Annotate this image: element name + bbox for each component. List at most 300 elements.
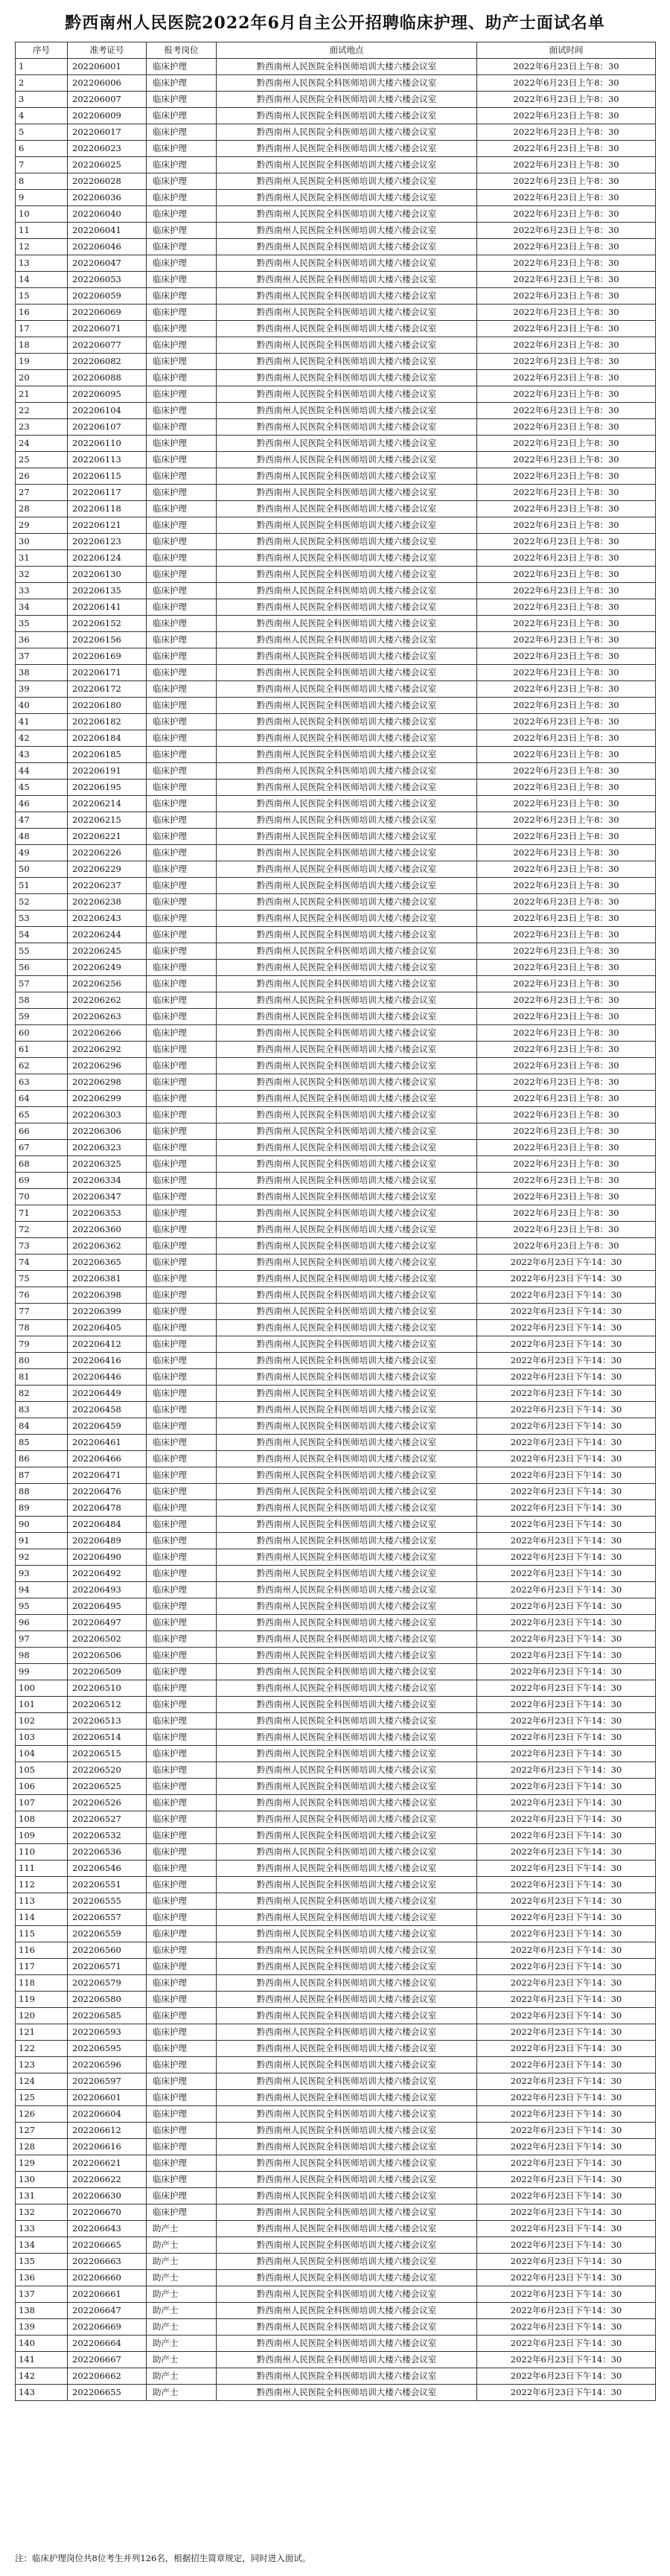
interview-time: 2022年6月23日上午8：30 xyxy=(477,255,656,272)
post-name: 临床护理 xyxy=(147,1942,217,1959)
ticket-number: 202206502 xyxy=(68,1631,147,1648)
table-row xyxy=(16,1435,656,1451)
table-row xyxy=(16,1697,656,1713)
interview-time: 2022年6月23日上午8：30 xyxy=(477,386,656,403)
interview-time: 2022年6月23日下午14：30 xyxy=(477,2319,656,2336)
row-number: 45 xyxy=(16,780,68,796)
ticket-number: 202206362 xyxy=(68,1238,147,1254)
post-name: 临床护理 xyxy=(147,337,217,354)
row-number: 112 xyxy=(16,1877,68,1893)
post-name: 临床护理 xyxy=(147,452,217,468)
interview-time: 2022年6月23日上午8：30 xyxy=(477,1140,656,1156)
interview-time: 2022年6月23日上午8：30 xyxy=(477,1107,656,1123)
post-name: 临床护理 xyxy=(147,616,217,632)
ticket-number: 202206226 xyxy=(68,845,147,861)
table-row xyxy=(16,1566,656,1582)
ticket-number: 202206171 xyxy=(68,665,147,681)
ticket-number: 202206180 xyxy=(68,698,147,714)
interview-location: 黔西南州人民医院全科医师培训大楼六楼会议室 xyxy=(217,1779,477,1795)
ticket-number: 202206471 xyxy=(68,1467,147,1484)
interview-location: 黔西南州人民医院全科医师培训大楼六楼会议室 xyxy=(217,1222,477,1238)
interview-time: 2022年6月23日上午8：30 xyxy=(477,550,656,567)
interview-time: 2022年6月23日上午8：30 xyxy=(477,747,656,763)
interview-location: 黔西南州人民医院全科医师培训大楼六楼会议室 xyxy=(217,2385,477,2401)
post-name: 临床护理 xyxy=(147,1844,217,1861)
interview-time: 2022年6月23日下午14：30 xyxy=(477,1762,656,1779)
ticket-number: 202206667 xyxy=(68,2352,147,2368)
ticket-number: 202206069 xyxy=(68,305,147,321)
interview-location: 黔西南州人民医院全科医师培训大楼六楼会议室 xyxy=(217,517,477,534)
ticket-number: 202206263 xyxy=(68,1009,147,1025)
post-name: 临床护理 xyxy=(147,321,217,337)
table-row xyxy=(16,992,656,1009)
row-number: 113 xyxy=(16,1893,68,1910)
row-number: 85 xyxy=(16,1435,68,1451)
interview-time: 2022年6月23日下午14：30 xyxy=(477,2286,656,2303)
post-name: 临床护理 xyxy=(147,943,217,960)
table-row xyxy=(16,305,656,321)
interview-location: 黔西南州人民医院全科医师培训大楼六楼会议室 xyxy=(217,1828,477,1844)
ticket-number: 202206041 xyxy=(68,223,147,239)
interview-time: 2022年6月23日下午14：30 xyxy=(477,2188,656,2204)
interview-location: 黔西南州人民医院全科医师培训大楼六楼会议室 xyxy=(217,1336,477,1353)
row-number: 106 xyxy=(16,1779,68,1795)
interview-location: 黔西南州人民医院全科医师培训大楼六楼会议室 xyxy=(217,2041,477,2057)
post-name: 临床护理 xyxy=(147,845,217,861)
post-name: 临床护理 xyxy=(147,567,217,583)
post-name: 临床护理 xyxy=(147,239,217,255)
post-name: 临床护理 xyxy=(147,305,217,321)
ticket-number: 202206214 xyxy=(68,796,147,812)
row-number: 140 xyxy=(16,2336,68,2352)
post-name: 临床护理 xyxy=(147,1713,217,1729)
post-name: 临床护理 xyxy=(147,861,217,878)
post-name: 临床护理 xyxy=(147,1173,217,1189)
row-number: 118 xyxy=(16,1975,68,1992)
interview-location: 黔西南州人民医院全科医师培训大楼六楼会议室 xyxy=(217,1484,477,1500)
ticket-number: 202206095 xyxy=(68,386,147,403)
ticket-number: 202206135 xyxy=(68,583,147,599)
interview-location: 黔西南州人民医院全科医师培训大楼六楼会议室 xyxy=(217,173,477,190)
interview-time: 2022年6月23日上午8：30 xyxy=(477,1238,656,1254)
interview-time: 2022年6月23日上午8：30 xyxy=(477,714,656,730)
row-number: 66 xyxy=(16,1123,68,1140)
interview-time: 2022年6月23日下午14：30 xyxy=(477,1287,656,1304)
interview-time: 2022年6月23日上午8：30 xyxy=(477,92,656,108)
ticket-number: 202206449 xyxy=(68,1386,147,1402)
row-number: 27 xyxy=(16,485,68,501)
ticket-number: 202206191 xyxy=(68,763,147,780)
table-row xyxy=(16,1156,656,1173)
post-name: 临床护理 xyxy=(147,1779,217,1795)
table-row xyxy=(16,878,656,894)
interview-time: 2022年6月23日下午14：30 xyxy=(477,1484,656,1500)
table-row xyxy=(16,1320,656,1336)
post-name: 临床护理 xyxy=(147,92,217,108)
row-number: 51 xyxy=(16,878,68,894)
interview-time: 2022年6月23日下午14：30 xyxy=(477,2237,656,2254)
row-number: 23 xyxy=(16,419,68,436)
interview-location: 黔西南州人民医院全科医师培训大楼六楼会议室 xyxy=(217,1009,477,1025)
interview-time: 2022年6月23日上午8：30 xyxy=(477,599,656,616)
interview-location: 黔西南州人民医院全科医师培训大楼六楼会议室 xyxy=(217,1304,477,1320)
interview-location: 黔西南州人民医院全科医师培训大楼六楼会议室 xyxy=(217,370,477,386)
ticket-number: 202206655 xyxy=(68,2385,147,2401)
interview-time: 2022年6月23日上午8：30 xyxy=(477,173,656,190)
interview-time: 2022年6月23日下午14：30 xyxy=(477,1844,656,1861)
ticket-number: 202206023 xyxy=(68,141,147,157)
post-name: 临床护理 xyxy=(147,1058,217,1074)
interview-time: 2022年6月23日上午8：30 xyxy=(477,632,656,648)
ticket-number: 202206597 xyxy=(68,2073,147,2090)
post-name: 临床护理 xyxy=(147,1107,217,1123)
interview-time: 2022年6月23日上午8：30 xyxy=(477,1074,656,1091)
interview-location: 黔西南州人民医院全科医师培训大楼六楼会议室 xyxy=(217,1893,477,1910)
interview-location: 黔西南州人民医院全科医师培训大楼六楼会议室 xyxy=(217,2204,477,2221)
interview-location: 黔西南州人民医院全科医师培训大楼六楼会议室 xyxy=(217,2221,477,2237)
ticket-number: 202206661 xyxy=(68,2286,147,2303)
post-name: 临床护理 xyxy=(147,796,217,812)
row-number: 119 xyxy=(16,1992,68,2008)
post-name: 临床护理 xyxy=(147,1680,217,1697)
ticket-number: 202206580 xyxy=(68,1992,147,2008)
post-name: 临床护理 xyxy=(147,403,217,419)
interview-time: 2022年6月23日上午8：30 xyxy=(477,419,656,436)
post-name: 临床护理 xyxy=(147,1435,217,1451)
row-number: 64 xyxy=(16,1091,68,1107)
post-name: 临床护理 xyxy=(147,1009,217,1025)
ticket-number: 202206353 xyxy=(68,1205,147,1222)
post-name: 临床护理 xyxy=(147,534,217,550)
ticket-number: 202206296 xyxy=(68,1058,147,1074)
interview-location: 黔西南州人民医院全科医师培训大楼六楼会议室 xyxy=(217,2057,477,2073)
table-row xyxy=(16,1664,656,1680)
ticket-number: 202206478 xyxy=(68,1500,147,1517)
row-number: 68 xyxy=(16,1156,68,1173)
post-name: 临床护理 xyxy=(147,124,217,141)
table-row xyxy=(16,288,656,305)
table-row xyxy=(16,960,656,976)
post-name: 临床护理 xyxy=(147,1861,217,1877)
post-name: 临床护理 xyxy=(147,1648,217,1664)
post-name: 临床护理 xyxy=(147,190,217,206)
interview-location: 黔西南州人民医院全科医师培训大楼六楼会议室 xyxy=(217,1877,477,1893)
interview-location: 黔西南州人民医院全科医师培训大楼六楼会议室 xyxy=(217,2188,477,2204)
interview-location: 黔西南州人民医院全科医师培训大楼六楼会议室 xyxy=(217,2286,477,2303)
row-number: 100 xyxy=(16,1680,68,1697)
interview-time: 2022年6月23日下午14：30 xyxy=(477,1418,656,1435)
ticket-number: 202206446 xyxy=(68,1369,147,1386)
interview-time: 2022年6月23日下午14：30 xyxy=(477,2090,656,2106)
post-name: 临床护理 xyxy=(147,632,217,648)
row-number: 65 xyxy=(16,1107,68,1123)
interview-time: 2022年6月23日上午8：30 xyxy=(477,370,656,386)
ticket-number: 202206036 xyxy=(68,190,147,206)
post-name: 临床护理 xyxy=(147,1467,217,1484)
post-name: 临床护理 xyxy=(147,1271,217,1287)
interview-location: 黔西南州人民医院全科医师培训大楼六楼会议室 xyxy=(217,354,477,370)
row-number: 69 xyxy=(16,1173,68,1189)
interview-location: 黔西南州人民医院全科医师培训大楼六楼会议室 xyxy=(217,2303,477,2319)
table-row xyxy=(16,2172,656,2188)
ticket-number: 202206195 xyxy=(68,780,147,796)
interview-location: 黔西南州人民医院全科医师培训大楼六楼会议室 xyxy=(217,124,477,141)
table-row xyxy=(16,1631,656,1648)
interview-location: 黔西南州人民医院全科医师培训大楼六楼会议室 xyxy=(217,780,477,796)
interview-time: 2022年6月23日下午14：30 xyxy=(477,1877,656,1893)
row-number: 104 xyxy=(16,1746,68,1762)
row-number: 7 xyxy=(16,157,68,173)
post-name: 助产士 xyxy=(147,2254,217,2270)
interview-location: 黔西南州人民医院全科医师培训大楼六楼会议室 xyxy=(217,2172,477,2188)
post-name: 临床护理 xyxy=(147,681,217,698)
interview-location: 黔西南州人民医院全科医师培训大楼六楼会议室 xyxy=(217,1910,477,1926)
ticket-number: 202206007 xyxy=(68,92,147,108)
table-row xyxy=(16,1107,656,1123)
interview-time: 2022年6月23日下午14：30 xyxy=(477,1828,656,1844)
table-row xyxy=(16,1648,656,1664)
interview-location: 黔西南州人民医院全科医师培训大楼六楼会议室 xyxy=(217,1500,477,1517)
post-name: 临床护理 xyxy=(147,1828,217,1844)
post-name: 临床护理 xyxy=(147,436,217,452)
row-number: 117 xyxy=(16,1959,68,1975)
ticket-number: 202206104 xyxy=(68,403,147,419)
post-name: 临床护理 xyxy=(147,1042,217,1058)
row-number: 86 xyxy=(16,1451,68,1467)
post-name: 临床护理 xyxy=(147,2057,217,2073)
interview-location: 黔西南州人民医院全科医师培训大楼六楼会议室 xyxy=(217,648,477,665)
row-number: 121 xyxy=(16,2024,68,2041)
table-row xyxy=(16,1254,656,1271)
post-name: 临床护理 xyxy=(147,583,217,599)
row-number: 30 xyxy=(16,534,68,550)
ticket-number: 202206509 xyxy=(68,1664,147,1680)
interview-time: 2022年6月23日下午14：30 xyxy=(477,1386,656,1402)
interview-time: 2022年6月23日下午14：30 xyxy=(477,2254,656,2270)
header-location: 面试地点 xyxy=(217,42,477,59)
table-row xyxy=(16,1877,656,1893)
post-name: 临床护理 xyxy=(147,1189,217,1205)
interview-time: 2022年6月23日上午8：30 xyxy=(477,157,656,173)
row-number: 29 xyxy=(16,517,68,534)
interview-location: 黔西南州人民医院全科医师培训大楼六楼会议室 xyxy=(217,2090,477,2106)
interview-time: 2022年6月23日下午14：30 xyxy=(477,2204,656,2221)
ticket-number: 202206169 xyxy=(68,648,147,665)
ticket-number: 202206110 xyxy=(68,436,147,452)
table-row xyxy=(16,2319,656,2336)
post-name: 临床护理 xyxy=(147,1811,217,1828)
ticket-number: 202206665 xyxy=(68,2237,147,2254)
interview-time: 2022年6月23日下午14：30 xyxy=(477,1254,656,1271)
post-name: 临床护理 xyxy=(147,1877,217,1893)
ticket-number: 202206059 xyxy=(68,288,147,305)
table-row xyxy=(16,2286,656,2303)
interview-location: 黔西南州人民医院全科医师培训大楼六楼会议室 xyxy=(217,550,477,567)
interview-time: 2022年6月23日上午8：30 xyxy=(477,190,656,206)
interview-location: 黔西南州人民医院全科医师培训大楼六楼会议室 xyxy=(217,1992,477,2008)
interview-location: 黔西南州人民医院全科医师培训大楼六楼会议室 xyxy=(217,632,477,648)
table-row xyxy=(16,2221,656,2237)
post-name: 临床护理 xyxy=(147,501,217,517)
ticket-number: 202206298 xyxy=(68,1074,147,1091)
row-number: 76 xyxy=(16,1287,68,1304)
post-name: 临床护理 xyxy=(147,1287,217,1304)
row-number: 89 xyxy=(16,1500,68,1517)
post-name: 临床护理 xyxy=(147,1074,217,1091)
post-name: 临床护理 xyxy=(147,1320,217,1336)
table-row xyxy=(16,845,656,861)
interview-time: 2022年6月23日下午14：30 xyxy=(477,1533,656,1549)
row-number: 127 xyxy=(16,2123,68,2139)
interview-time: 2022年6月23日下午14：30 xyxy=(477,2139,656,2155)
table-row xyxy=(16,2254,656,2270)
table-row xyxy=(16,206,656,223)
ticket-number: 202206325 xyxy=(68,1156,147,1173)
table-row xyxy=(16,1467,656,1484)
row-number: 90 xyxy=(16,1517,68,1533)
interview-location: 黔西南州人民医院全科医师培训大楼六楼会议室 xyxy=(217,911,477,927)
interview-time: 2022年6月23日上午8：30 xyxy=(477,583,656,599)
table-row xyxy=(16,1795,656,1811)
ticket-number: 202206082 xyxy=(68,354,147,370)
table-header-row xyxy=(16,42,656,59)
ticket-number: 202206670 xyxy=(68,2204,147,2221)
table-row xyxy=(16,403,656,419)
interview-time: 2022年6月23日上午8：30 xyxy=(477,206,656,223)
post-name: 临床护理 xyxy=(147,272,217,288)
post-name: 临床护理 xyxy=(147,1156,217,1173)
row-number: 98 xyxy=(16,1648,68,1664)
header-seq: 序号 xyxy=(16,42,68,59)
ticket-number: 202206459 xyxy=(68,1418,147,1435)
row-number: 4 xyxy=(16,108,68,124)
interview-location: 黔西南州人民医院全科医师培训大楼六楼会议室 xyxy=(217,943,477,960)
interview-location: 黔西南州人民医院全科医师培训大楼六楼会议室 xyxy=(217,927,477,943)
table-row xyxy=(16,2188,656,2204)
interview-location: 黔西南州人民医院全科医师培训大楼六楼会议室 xyxy=(217,1566,477,1582)
table-row xyxy=(16,1500,656,1517)
ticket-number: 202206245 xyxy=(68,943,147,960)
ticket-number: 202206292 xyxy=(68,1042,147,1058)
interview-location: 黔西南州人民医院全科医师培训大楼六楼会议室 xyxy=(217,75,477,92)
row-number: 78 xyxy=(16,1320,68,1336)
interview-time: 2022年6月23日下午14：30 xyxy=(477,1467,656,1484)
post-name: 临床护理 xyxy=(147,730,217,747)
post-name: 临床护理 xyxy=(147,2008,217,2024)
table-row xyxy=(16,1009,656,1025)
post-name: 助产士 xyxy=(147,2286,217,2303)
post-name: 临床护理 xyxy=(147,812,217,829)
ticket-number: 202206621 xyxy=(68,2155,147,2172)
ticket-number: 202206663 xyxy=(68,2254,147,2270)
table-body xyxy=(16,59,656,2401)
table-row xyxy=(16,534,656,550)
post-name: 临床护理 xyxy=(147,2041,217,2057)
interview-location: 黔西南州人民医院全科医师培训大楼六楼会议室 xyxy=(217,1664,477,1680)
post-name: 临床护理 xyxy=(147,1238,217,1254)
row-number: 133 xyxy=(16,2221,68,2237)
table-row xyxy=(16,59,656,75)
table-row xyxy=(16,75,656,92)
row-number: 39 xyxy=(16,681,68,698)
row-number: 8 xyxy=(16,173,68,190)
ticket-number: 202206028 xyxy=(68,173,147,190)
interview-time: 2022年6月23日上午8：30 xyxy=(477,239,656,255)
interview-location: 黔西南州人民医院全科医师培训大楼六楼会议室 xyxy=(217,567,477,583)
interview-location: 黔西南州人民医院全科医师培训大楼六楼会议室 xyxy=(217,1680,477,1697)
interview-time: 2022年6月23日上午8：30 xyxy=(477,1042,656,1058)
table-row xyxy=(16,698,656,714)
row-number: 1 xyxy=(16,59,68,75)
interview-location: 黔西南州人民医院全科医师培训大楼六楼会议室 xyxy=(217,1156,477,1173)
post-name: 临床护理 xyxy=(147,550,217,567)
post-name: 临床护理 xyxy=(147,1582,217,1598)
table-row xyxy=(16,354,656,370)
ticket-number: 202206249 xyxy=(68,960,147,976)
ticket-number: 202206182 xyxy=(68,714,147,730)
interview-location: 黔西南州人民医院全科医师培训大楼六楼会议室 xyxy=(217,796,477,812)
post-name: 临床护理 xyxy=(147,2188,217,2204)
table-row xyxy=(16,386,656,403)
interview-time: 2022年6月23日下午14：30 xyxy=(477,2336,656,2352)
row-number: 33 xyxy=(16,583,68,599)
table-row xyxy=(16,1386,656,1402)
table-row xyxy=(16,1042,656,1058)
ticket-number: 202206017 xyxy=(68,124,147,141)
table-row xyxy=(16,911,656,927)
interview-time: 2022年6月23日下午14：30 xyxy=(477,2073,656,2090)
row-number: 75 xyxy=(16,1271,68,1287)
interview-location: 黔西南州人民医院全科医师培训大楼六楼会议室 xyxy=(217,1582,477,1598)
post-name: 临床护理 xyxy=(147,1451,217,1467)
ticket-number: 202206630 xyxy=(68,2188,147,2204)
post-name: 临床护理 xyxy=(147,2106,217,2123)
post-name: 临床护理 xyxy=(147,1910,217,1926)
ticket-number: 202206664 xyxy=(68,2336,147,2352)
interview-time: 2022年6月23日上午8：30 xyxy=(477,796,656,812)
row-number: 81 xyxy=(16,1369,68,1386)
interview-location: 黔西南州人民医院全科医师培训大楼六楼会议室 xyxy=(217,386,477,403)
interview-time: 2022年6月23日下午14：30 xyxy=(477,1664,656,1680)
table-row xyxy=(16,1746,656,1762)
table-row xyxy=(16,173,656,190)
interview-time: 2022年6月23日下午14：30 xyxy=(477,1336,656,1353)
post-name: 临床护理 xyxy=(147,223,217,239)
interview-location: 黔西南州人民医院全科医师培训大楼六楼会议室 xyxy=(217,1173,477,1189)
table-row xyxy=(16,943,656,960)
row-number: 20 xyxy=(16,370,68,386)
ticket-number: 202206113 xyxy=(68,452,147,468)
post-name: 临床护理 xyxy=(147,2024,217,2041)
interview-time: 2022年6月23日下午14：30 xyxy=(477,1942,656,1959)
interview-time: 2022年6月23日下午14：30 xyxy=(477,1631,656,1648)
row-number: 17 xyxy=(16,321,68,337)
table-row xyxy=(16,2024,656,2041)
interview-location: 黔西南州人民医院全科医师培训大楼六楼会议室 xyxy=(217,1746,477,1762)
table-row xyxy=(16,1238,656,1254)
ticket-number: 202206495 xyxy=(68,1598,147,1615)
ticket-number: 202206546 xyxy=(68,1861,147,1877)
post-name: 临床护理 xyxy=(147,1336,217,1353)
table-row xyxy=(16,1189,656,1205)
row-number: 62 xyxy=(16,1058,68,1074)
interview-time: 2022年6月23日上午8：30 xyxy=(477,1091,656,1107)
interview-time: 2022年6月23日上午8：30 xyxy=(477,1205,656,1222)
post-name: 临床护理 xyxy=(147,665,217,681)
interview-location: 黔西南州人民医院全科医师培训大楼六楼会议室 xyxy=(217,1369,477,1386)
interview-location: 黔西南州人民医院全科医师培训大楼六楼会议室 xyxy=(217,468,477,485)
ticket-number: 202206526 xyxy=(68,1795,147,1811)
